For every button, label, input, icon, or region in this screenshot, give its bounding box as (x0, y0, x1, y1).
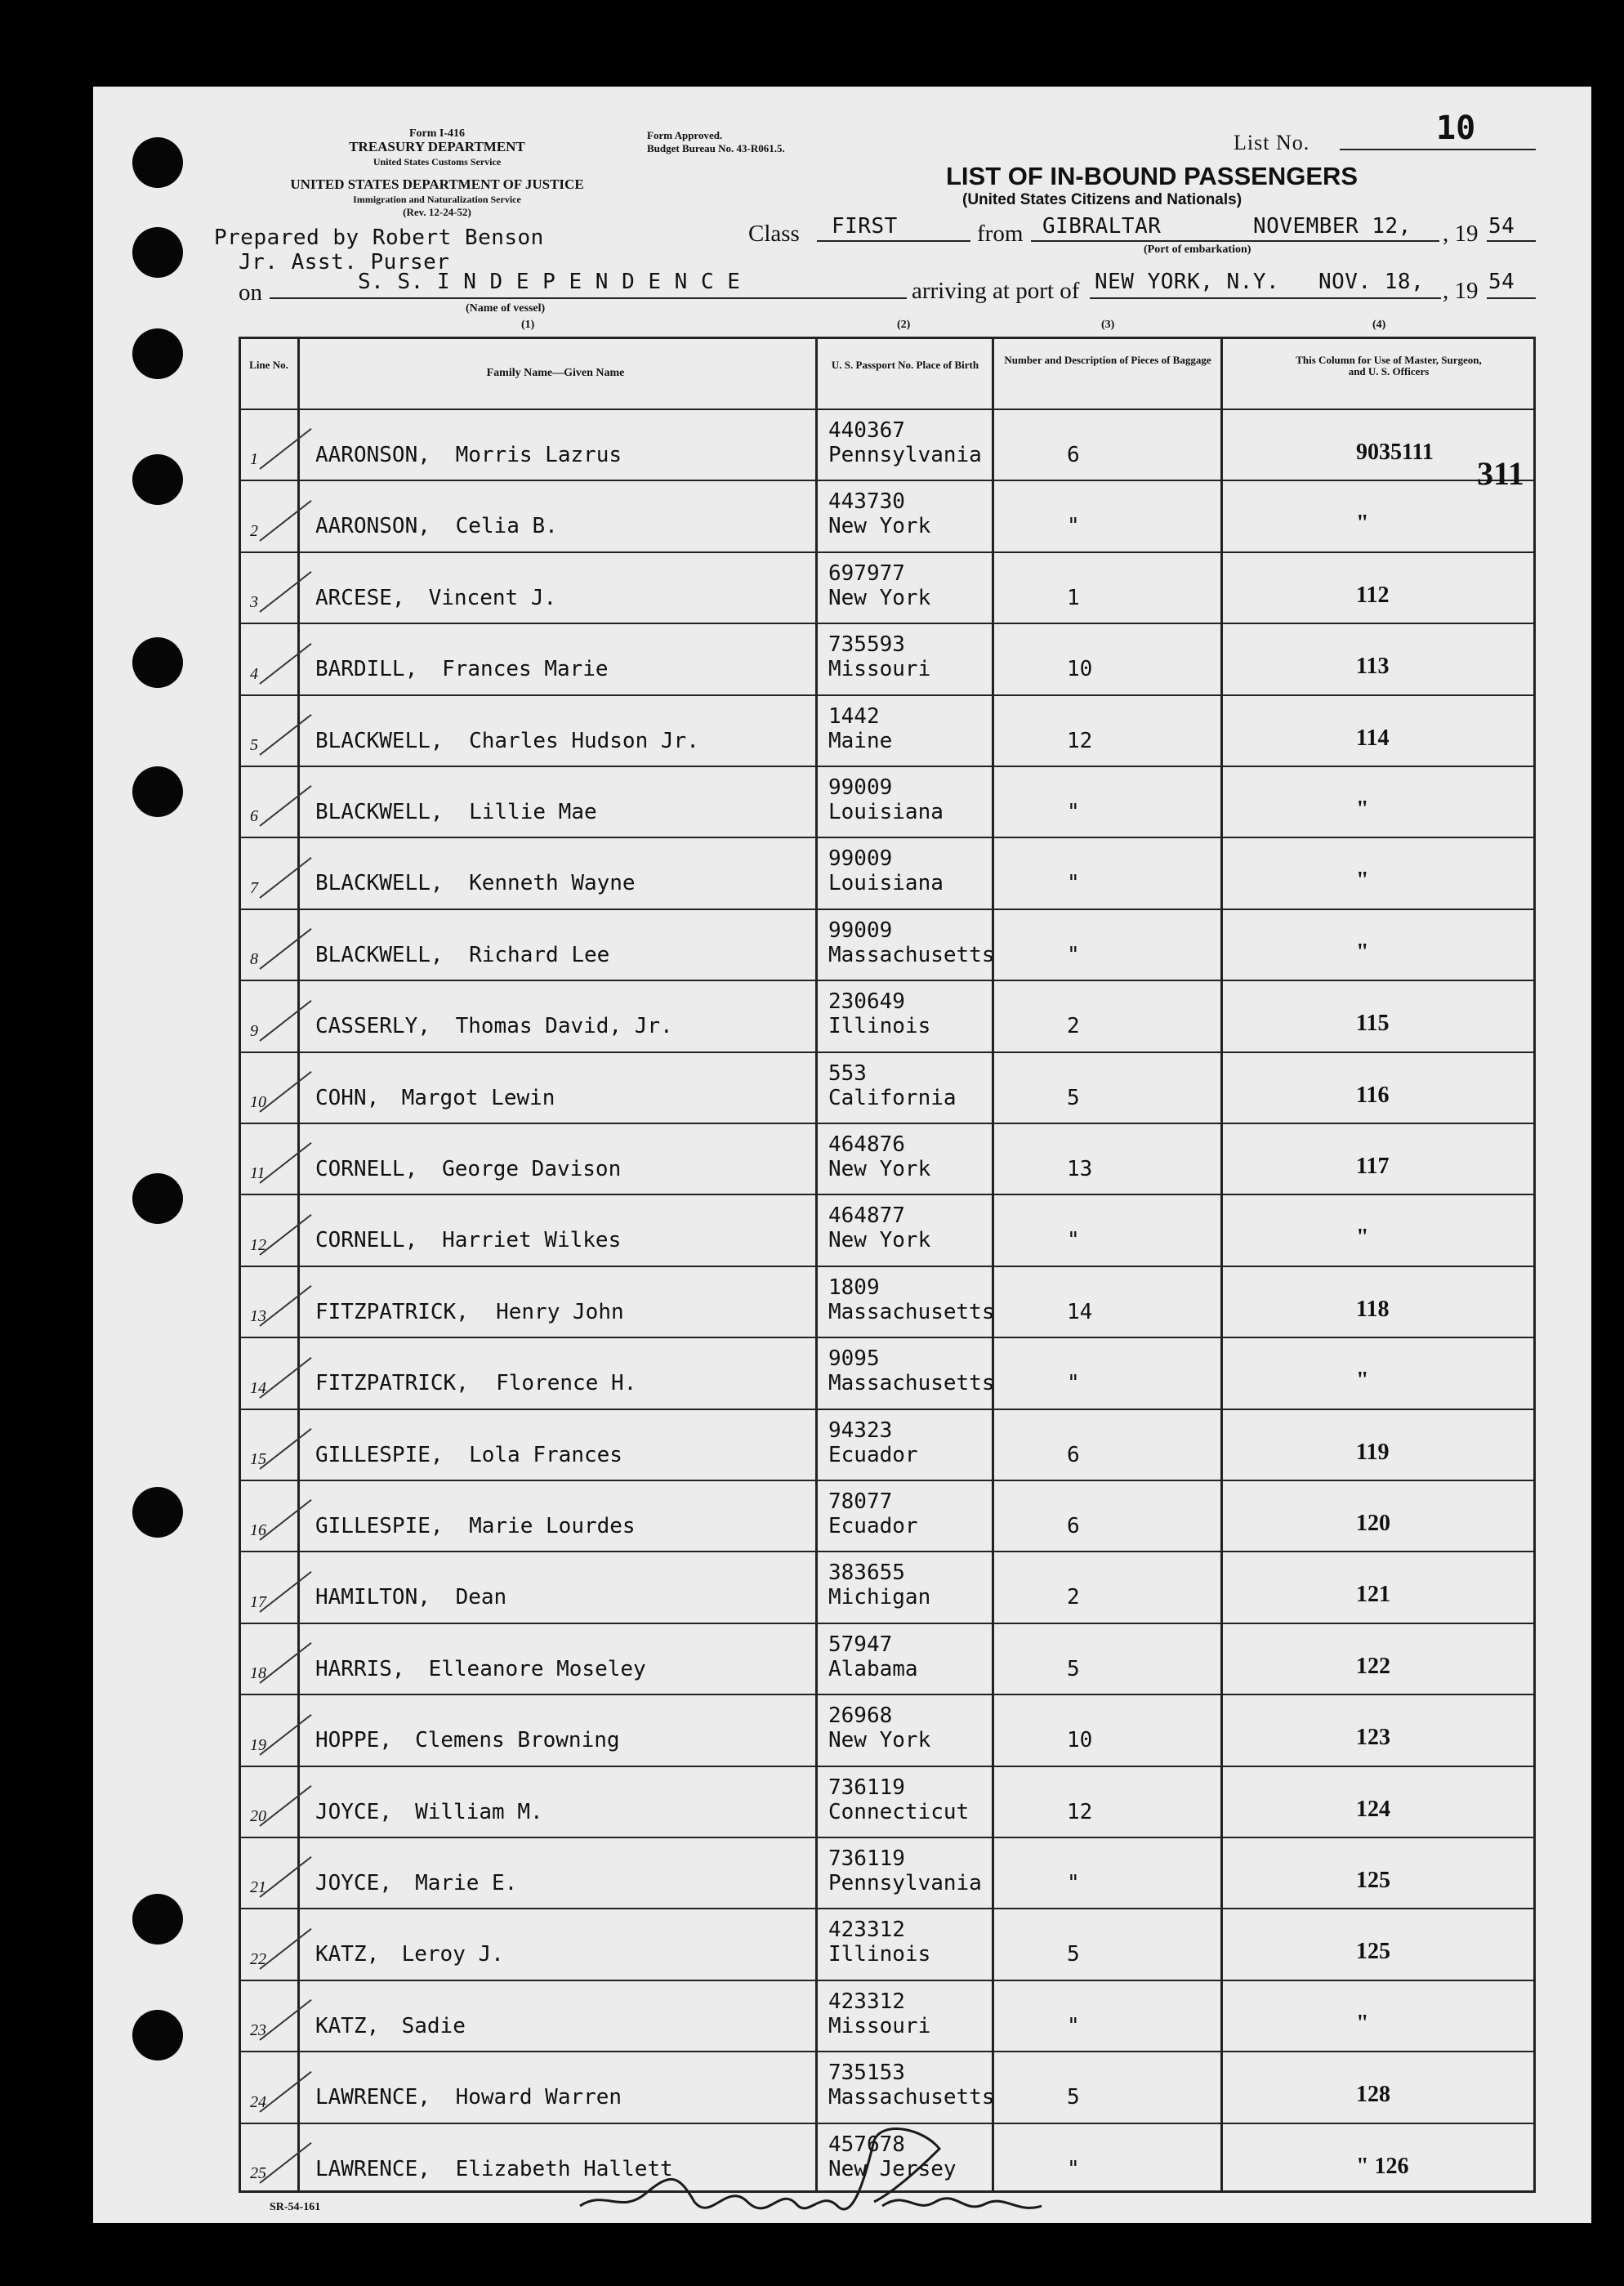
arrival-year-underline (1487, 297, 1536, 299)
family-name: GILLESPIE, (315, 1514, 444, 1538)
baggage-count: 1 (1067, 585, 1080, 610)
baggage-count: 12 (1067, 728, 1093, 753)
header-line-no: Line No. (249, 359, 288, 371)
family-name: KATZ, (315, 2013, 380, 2038)
family-name: AARONSON, (315, 514, 431, 539)
list-no-value: 10 (1436, 109, 1476, 147)
baggage-count: 13 (1067, 1157, 1093, 1181)
port-embarkation-label: (Port of embarkation) (1144, 243, 1251, 256)
baggage-count: 6 (1067, 1514, 1080, 1538)
class-value: FIRST (832, 214, 898, 239)
margin-note: 311 (1477, 455, 1524, 492)
form-subtitle: (United States Citizens and Nationals) (962, 191, 1243, 208)
officer-number: 123 (1356, 1725, 1390, 1751)
vessel-name: S. S. I N D E P E N D E N C E (358, 270, 741, 294)
passport-no: 57947 (828, 1632, 893, 1657)
family-name: HAMILTON, (315, 1585, 431, 1610)
from-date: NOVEMBER 12, (1253, 214, 1412, 239)
birth-place: Pennsylvania (828, 1871, 982, 1895)
line-number: 22 (250, 1949, 266, 1968)
family-name: HOPPE, (315, 1728, 392, 1753)
officer-number: " (1356, 1368, 1369, 1394)
baggage-count: 5 (1067, 1656, 1080, 1681)
birth-place: Ecuador (828, 1442, 918, 1467)
from-label: from (977, 221, 1024, 247)
family-name: LAWRENCE, (315, 2085, 431, 2110)
birth-place: New York (828, 1728, 931, 1753)
row-divider (239, 1480, 1536, 1481)
passport-no: 464877 (828, 1203, 905, 1229)
family-name: ARCESE, (315, 585, 405, 610)
baggage-count: 12 (1067, 1799, 1093, 1824)
birth-place: Missouri (828, 657, 931, 682)
passport-no: 736119 (828, 1846, 905, 1871)
family-name: CORNELL, (315, 1157, 418, 1181)
officer-number: 118 (1356, 1296, 1390, 1322)
signature (572, 2124, 1062, 2230)
family-name: LAWRENCE, (315, 2156, 431, 2181)
given-name: Lillie Mae (469, 800, 597, 824)
baggage-count: 5 (1067, 1942, 1080, 1967)
row-divider (239, 2051, 1536, 2052)
baggage-count: 10 (1067, 657, 1093, 682)
col-num-1: (1) (521, 319, 535, 331)
line-number: 25 (250, 2164, 266, 2182)
binder-hole (132, 637, 183, 688)
line-number: 19 (250, 1735, 266, 1754)
officer-number: " (1356, 939, 1369, 965)
given-name: Marie E. (415, 1871, 518, 1895)
row-divider (239, 694, 1536, 696)
line-number: 11 (250, 1164, 265, 1183)
family-name: BLACKWELL, (315, 800, 444, 824)
passport-no: 1809 (828, 1275, 880, 1300)
given-name: Frances Marie (442, 657, 609, 682)
treasury-dept: TREASURY DEPARTMENT (349, 139, 525, 154)
birth-place: New York (828, 1228, 931, 1253)
from-underline (1031, 240, 1439, 242)
binder-hole (132, 328, 183, 379)
binder-hole (132, 454, 183, 505)
officer-number: 114 (1356, 725, 1390, 751)
officer-number: 9035111 (1356, 440, 1434, 465)
form-title: LIST OF IN-BOUND PASSENGERS (946, 162, 1359, 190)
from-year: 54 (1488, 214, 1515, 239)
family-name: COHN, (315, 1085, 380, 1110)
baggage-count: 14 (1067, 1299, 1093, 1324)
line-number: 2 (250, 521, 258, 540)
family-name: AARONSON, (315, 443, 431, 467)
baggage-count: 2 (1067, 1014, 1080, 1039)
row-divider (239, 1337, 1536, 1338)
passport-no: 423312 (828, 1989, 905, 2014)
justice-dept: UNITED STATES DEPARTMENT OF JUSTICE (290, 176, 584, 192)
line-number: 3 (250, 593, 258, 612)
family-name: FITZPATRICK, (315, 1299, 469, 1324)
line-number: 4 (250, 664, 258, 683)
family-name: CASSERLY, (315, 1014, 431, 1039)
line-number: 8 (250, 950, 258, 969)
class-underline (817, 240, 970, 242)
class-label: Class (748, 221, 800, 247)
binder-hole (132, 137, 183, 188)
row-divider (239, 551, 1536, 553)
birth-place: California (828, 1085, 957, 1110)
prepared-by (214, 225, 544, 250)
birth-place: Louisiana (828, 800, 944, 824)
officer-number: 125 (1356, 1939, 1390, 1965)
given-name: Richard Lee (469, 942, 610, 967)
passport-no: 78077 (828, 1489, 893, 1514)
officer-number: 128 (1356, 2082, 1390, 2108)
row-divider (239, 623, 1536, 624)
form-number: Form I-416 (408, 127, 466, 140)
revision: (Rev. 12-24-52) (403, 206, 471, 218)
row-divider (239, 1980, 1536, 1981)
customs-service: United States Customs Service (373, 156, 502, 167)
baggage-count: 6 (1067, 1442, 1080, 1467)
officer-number: 117 (1356, 1154, 1390, 1179)
family-name: FITZPATRICK, (315, 1371, 469, 1396)
row-divider (239, 1051, 1536, 1053)
baggage-count: 5 (1067, 2085, 1080, 2110)
line-number: 7 (250, 878, 258, 897)
vessel-underline (270, 297, 907, 299)
officer-number: " (1356, 868, 1369, 894)
prepared-by-name: Robert Benson (372, 225, 544, 250)
passport-no: 735153 (828, 2061, 905, 2086)
footer-code: SR-54-161 (270, 2201, 321, 2213)
passport-no: 99009 (828, 775, 893, 800)
binder-hole (132, 227, 183, 278)
row-divider (239, 766, 1536, 767)
passport-no: 443730 (828, 489, 905, 515)
baggage-count: 2 (1067, 1585, 1080, 1610)
header-name: Family Name—Given Name (486, 367, 625, 379)
family-name: BLACKWELL, (315, 942, 444, 967)
baggage-count: " (1067, 942, 1080, 967)
passport-no: 230649 (828, 989, 905, 1015)
family-name: BARDILL, (315, 657, 418, 682)
header-bottom-line (239, 409, 1536, 410)
given-name: Charles Hudson Jr. (469, 728, 699, 753)
given-name: Vincent J. (428, 585, 557, 610)
passport-no: 440367 (828, 418, 905, 443)
given-name: Dean (455, 1585, 507, 1610)
baggage-count: " (1067, 871, 1080, 896)
given-name: William M. (415, 1799, 543, 1824)
birth-place: Louisiana (828, 871, 944, 896)
passport-no: 26968 (828, 1703, 893, 1729)
arrival-date: NOV. 18, (1318, 270, 1425, 294)
given-name: Morris Lazrus (455, 443, 622, 467)
given-name: Celia B. (455, 514, 558, 539)
line-number: 14 (250, 1378, 266, 1397)
family-name: KATZ, (315, 1942, 380, 1967)
arriving-label: arriving at port of (912, 278, 1080, 304)
given-name: Leroy J. (401, 1942, 504, 1967)
header-baggage: Number and Description of Pieces of Baggage (1004, 354, 1211, 366)
line-number: 20 (250, 1807, 266, 1825)
family-name: BLACKWELL, (315, 871, 444, 896)
officer-number: " (1356, 2010, 1369, 2036)
birth-place: Pennsylvania (828, 443, 982, 467)
binder-hole (132, 1487, 183, 1538)
line-number: 9 (250, 1021, 258, 1040)
year-underline (1487, 240, 1536, 242)
birth-place: Michigan (828, 1585, 931, 1610)
on-label: on (239, 279, 262, 306)
passport-no: 457678 (828, 2132, 905, 2157)
line-number: 21 (250, 1878, 266, 1897)
budget-bureau: Budget Bureau No. 43-R061.5. (647, 142, 785, 154)
birth-place: Massachusetts (828, 942, 995, 967)
row-divider (239, 1194, 1536, 1195)
line-number: 12 (250, 1235, 266, 1254)
baggage-count: 6 (1067, 443, 1080, 467)
line-number: 24 (250, 2092, 266, 2111)
given-name: Henry John (496, 1299, 624, 1324)
passport-no: 464876 (828, 1132, 905, 1157)
passport-no: 99009 (828, 846, 893, 872)
family-name: CORNELL, (315, 1228, 418, 1253)
vessel-label: (Name of vessel) (466, 302, 546, 315)
officer-number: " (1356, 511, 1369, 537)
line-number: 6 (250, 807, 258, 826)
baggage-count: " (1067, 1228, 1080, 1253)
given-name: Howard Warren (455, 2085, 622, 2110)
binder-hole (132, 766, 183, 817)
header-passport: U. S. Passport No. Place of Birth (831, 359, 979, 371)
given-name: Elleanore Moseley (428, 1656, 646, 1681)
birth-place: New York (828, 514, 931, 539)
row-divider (239, 980, 1536, 981)
birth-place: Massachusetts (828, 1371, 995, 1396)
officer-number: 112 (1356, 582, 1390, 608)
line-number: 13 (250, 1307, 266, 1326)
passport-no: 736119 (828, 1775, 905, 1800)
row-divider (239, 1623, 1536, 1624)
officer-number: 119 (1356, 1439, 1390, 1465)
line-number: 5 (250, 736, 258, 754)
officer-number: " (1356, 797, 1369, 822)
officer-number: 115 (1356, 1011, 1390, 1037)
baggage-count: " (1067, 1371, 1080, 1396)
baggage-count: " (1067, 514, 1080, 539)
family-name: GILLESPIE, (315, 1442, 444, 1467)
passport-no: 553 (828, 1060, 867, 1086)
birth-place: Connecticut (828, 1799, 970, 1824)
arrival-year-prefix: , 19 (1443, 278, 1479, 304)
birth-place: Maine (828, 728, 893, 753)
birth-place: Missouri (828, 2013, 931, 2038)
from-year-prefix: , 19 (1443, 221, 1479, 247)
given-name: Harriet Wilkes (442, 1228, 622, 1253)
baggage-count: " (1067, 2013, 1080, 2038)
family-name: HARRIS, (315, 1656, 405, 1681)
passport-no: 1442 (828, 703, 880, 729)
col-num-3: (3) (1101, 319, 1115, 331)
birth-place: Massachusetts (828, 2085, 995, 2110)
passport-no: 423312 (828, 1918, 905, 1943)
birth-place: New Jersey (828, 2156, 957, 2181)
passport-no: 735593 (828, 632, 905, 658)
from-port: GIBRALTAR (1042, 214, 1162, 239)
birth-place: Massachusetts (828, 1299, 995, 1324)
row-divider (239, 1837, 1536, 1838)
passport-no: 9095 (828, 1346, 880, 1372)
birth-place: Ecuador (828, 1514, 918, 1538)
family-name: BLACKWELL, (315, 728, 444, 753)
line-number: 15 (250, 1450, 266, 1468)
binder-hole (132, 1894, 183, 1944)
form-approved: Form Approved. (647, 129, 723, 141)
ins-service: Immigration and Naturalization Service (353, 194, 521, 205)
given-name: Lola Frances (469, 1442, 622, 1467)
row-divider (239, 909, 1536, 910)
list-no-label: List No. (1234, 131, 1310, 154)
row-divider (239, 1908, 1536, 1909)
passport-no: 94323 (828, 1418, 893, 1443)
officer-number: 122 (1356, 1653, 1390, 1679)
given-name: Florence H. (496, 1371, 637, 1396)
list-no-underline (1340, 149, 1536, 150)
line-number: 18 (250, 1664, 266, 1683)
given-name: Elizabeth Hallett (455, 2156, 673, 2181)
col-num-2: (2) (897, 319, 911, 331)
binder-hole (132, 1173, 183, 1224)
officer-number: 125 (1356, 1868, 1390, 1893)
birth-place: New York (828, 1157, 931, 1181)
prepared-role: Jr. Asst. Purser (239, 250, 450, 275)
given-name: Marie Lourdes (469, 1514, 636, 1538)
given-name: Clemens Browning (415, 1728, 620, 1753)
row-divider (239, 1551, 1536, 1552)
prepared-label: Prepared by (214, 225, 359, 250)
birth-place: Illinois (828, 1014, 931, 1039)
arrival-underline (1090, 297, 1441, 299)
header-officers: This Column for Use of Master, Surgeon, and U. S. Officers (1296, 354, 1482, 377)
line-number: 23 (250, 2021, 266, 2040)
line-number: 17 (250, 1592, 266, 1611)
given-name: Thomas David, Jr. (455, 1014, 673, 1039)
officer-number: " 126 (1356, 2153, 1409, 2179)
passport-no: 697977 (828, 560, 905, 586)
line-number: 10 (250, 1093, 266, 1111)
birth-place: New York (828, 585, 931, 610)
row-divider (239, 1123, 1536, 1124)
row-divider (239, 1409, 1536, 1410)
binder-hole (132, 2010, 183, 2061)
given-name: Margot Lewin (401, 1085, 555, 1110)
baggage-count: " (1067, 2156, 1080, 2181)
officer-number: " (1356, 1225, 1369, 1251)
line-number: 1 (250, 450, 258, 469)
baggage-count: 10 (1067, 1728, 1093, 1753)
row-divider (239, 1694, 1536, 1695)
given-name: George Davison (442, 1157, 622, 1181)
officer-number: 113 (1356, 654, 1390, 680)
arrival-port: NEW YORK, N.Y. (1095, 270, 1280, 294)
birth-place: Illinois (828, 1942, 931, 1967)
baggage-count: " (1067, 1871, 1080, 1895)
baggage-count: " (1067, 800, 1080, 824)
officer-number: 124 (1356, 1796, 1390, 1822)
family-name: JOYCE, (315, 1871, 392, 1895)
given-name: Sadie (401, 2013, 466, 2038)
baggage-count: 5 (1067, 1085, 1080, 1110)
row-divider (239, 1766, 1536, 1767)
arrival-year: 54 (1488, 270, 1515, 294)
row-divider (239, 1266, 1536, 1267)
passport-no: 99009 (828, 918, 893, 943)
officer-number: 116 (1356, 1082, 1390, 1108)
passport-no: 383655 (828, 1560, 905, 1586)
officer-number: 120 (1356, 1511, 1390, 1536)
given-name: Kenneth Wayne (469, 871, 636, 896)
birth-place: Alabama (828, 1656, 918, 1681)
col-num-4: (4) (1372, 319, 1386, 331)
officer-number: 121 (1356, 1582, 1390, 1608)
line-number: 16 (250, 1521, 266, 1540)
row-divider (239, 837, 1536, 838)
row-divider (239, 480, 1536, 481)
family-name: JOYCE, (315, 1799, 392, 1824)
